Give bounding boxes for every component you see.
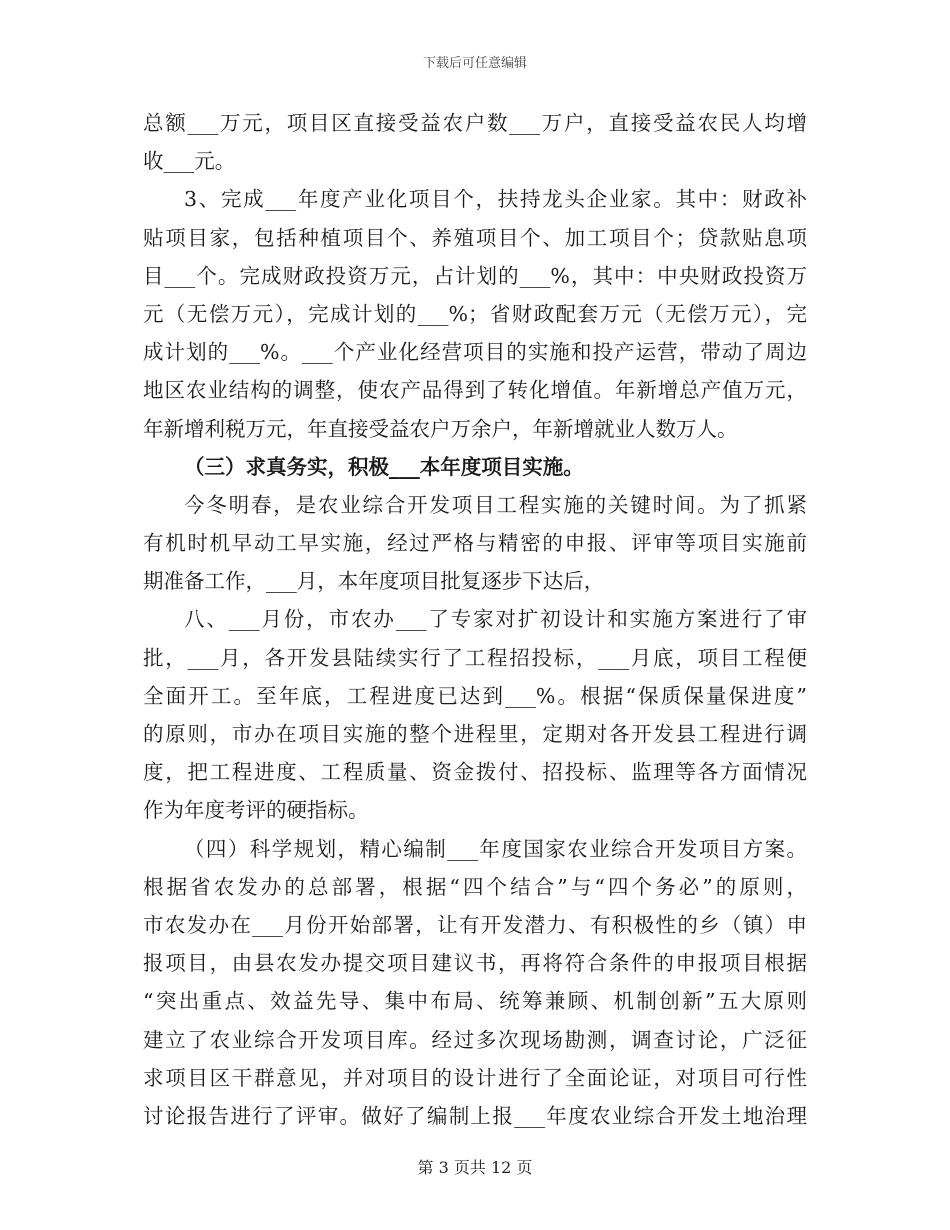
text-line: 度，把工程进度、工程质量、资金拨付、招投标、监理等各方面情况	[143, 760, 807, 785]
document-body	[143, 104, 807, 1135]
text-line: 地区农业结构的调整，使农产品得到了转化增值。年新增总产值万元，	[143, 378, 807, 403]
text-line: 有机时机早动工早实施，经过严格与精密的申报、评审等项目实施前	[143, 531, 807, 556]
text-line: 求项目区干群意见，并对项目的设计进行了全面论证，对项目可行性	[143, 1065, 807, 1090]
text-line: 批，___月，各开发县陆续实行了工程招投标，___月底，项目工程便	[143, 645, 807, 670]
text-line: 的原则，市办在项目实施的整个进程里，定期对各开发县工程进行调	[143, 722, 807, 746]
text-line: 总额___万元，项目区直接受益农户数___万户，直接受益农民人均增	[143, 111, 807, 135]
page-header: 下载后可任意编辑	[422, 56, 527, 71]
page-footer: 第 3 页共 12 页	[417, 1158, 533, 1177]
text-line: “突出重点、效益先导、集中布局、统筹兼顾、机制创新”五大原则	[143, 989, 807, 1014]
text-line: 元（无偿万元），完成计划的___%；省财政配套万元（无偿万元），完	[143, 301, 807, 326]
text-line: 今冬明春，是农业综合开发项目工程实施的关键时间。为了抓紧	[184, 492, 807, 517]
text-line: 讨论报告进行了评审。做好了编制上报___年度农业综合开发土地治理	[143, 1103, 807, 1128]
text-line: （三）求真务实，积极___本年度项目实施。	[184, 454, 584, 479]
text-line: （四）科学规划，精心编制___年度国家农业综合开发项目方案。	[184, 836, 807, 861]
text-line: 市农发办在___月份开始部署，让有开发潜力、有积极性的乡（镇）申	[143, 912, 807, 937]
text-line: 根据省农发办的总部署，根据“四个结合”与“四个务必”的原则，	[143, 874, 807, 899]
text-line: 3、完成___年度产业化项目个，扶持龙头企业家。其中：财政补	[184, 187, 807, 212]
text-line: 全面开工。至年底，工程进度已达到___%。根据“保质保量保进度”	[143, 683, 807, 708]
text-line: 成计划的___%。___个产业化经营项目的实施和投产运营，带动了周边	[143, 340, 807, 365]
text-line: 期准备工作，___月，本年度项目批复逐步下达后，	[143, 569, 605, 594]
text-line: 建立了农业综合开发项目库。经过多次现场勘测，调查讨论，广泛征	[143, 1027, 807, 1052]
text-line: 收___元。	[143, 149, 236, 174]
text-line: 目___个。完成财政投资万元，占计划的___%，其中：中央财政投资万	[143, 263, 807, 288]
text-line: 年新增利税万元，年直接受益农户万余户，年新增就业人数万人。	[143, 416, 738, 441]
text-line: 八、___月份，市农办___了专家对扩初设计和实施方案进行了审	[184, 607, 807, 632]
text-line: 贴项目家，包括种植项目个、养殖项目个、加工项目个；贷款贴息项	[143, 225, 807, 250]
text-line: 报项目，由县农发办提交项目建议书，再将符合条件的申报项目根据	[143, 951, 807, 976]
text-line: 作为年度考评的硬指标。	[143, 798, 369, 823]
